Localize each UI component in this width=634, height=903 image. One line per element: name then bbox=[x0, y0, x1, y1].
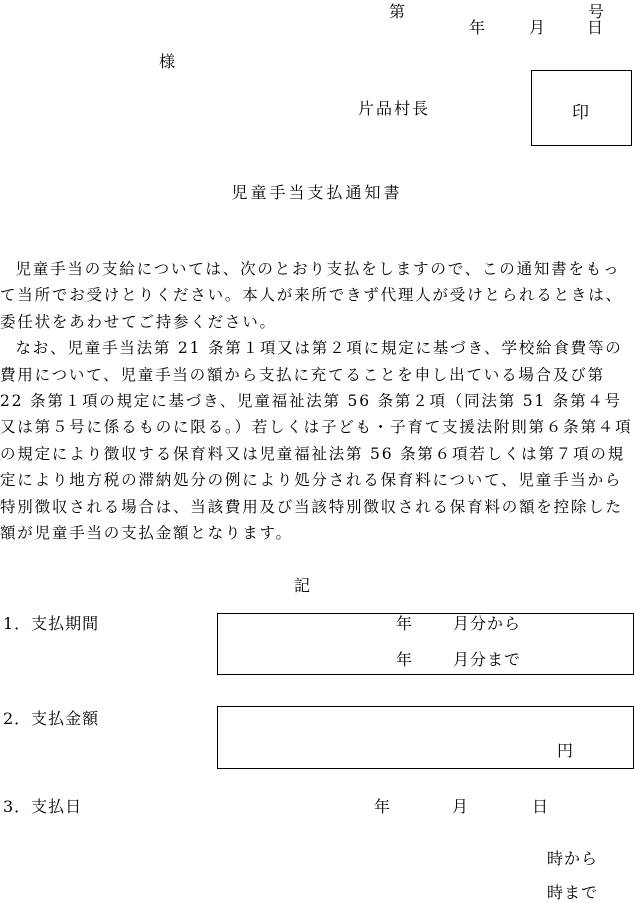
number-prefix: 第 bbox=[389, 2, 406, 21]
body-paragraph-1: 児童手当の支給については、次のとおり支払をしますので、この通知書をもって当所でお受けとりください。本人が来所できず代理人が受けとられるときは、委任状をあわせてご持参ください。 bbox=[0, 260, 623, 331]
seal-box bbox=[531, 70, 632, 146]
pay-date-month: 月 bbox=[452, 797, 469, 816]
ki-heading: 記 bbox=[294, 576, 311, 595]
date-year: 年 bbox=[469, 18, 486, 37]
period-from-text: 月分から bbox=[453, 614, 522, 633]
date-month: 月 bbox=[529, 18, 546, 37]
body-paragraph-2: なお、児童手当法第 21 条第１項又は第２項に規定に基づき、学校給食費等の費用について、児童手当の額から支払に充てることを申し出ている場合及び第 22 条第１項の規定に基づき、児童福祉法第 56 条第２項（同法第 51 条第４号又は第５号に係るものに限る。）若しくは子ども・子育て支援法附則第６条第４項の規定により徴収する保育料又は児童福祉法第 56 条第６項若しくは第７項の規定により地方税の滞納処分の例により処分される保育料について、児童手当から特別徴収される場合は、当該費用及び当該特別徴収される保育料の額を控除した額が児童手当の支払金額となります。 bbox=[0, 339, 633, 543]
period-box bbox=[217, 613, 634, 675]
document-title: 児童手当支払通知書 bbox=[231, 183, 403, 202]
amount-label: 2．支払金額 bbox=[3, 709, 100, 728]
date-label: 3．支払日 bbox=[3, 797, 83, 816]
time-to: 時まで bbox=[547, 883, 599, 902]
period-label: 1．支払期間 bbox=[3, 614, 100, 633]
pay-date-day: 日 bbox=[532, 797, 549, 816]
period-from-year: 年 bbox=[396, 614, 413, 633]
amount-unit: 円 bbox=[557, 741, 574, 760]
seal-label: 印 bbox=[572, 103, 591, 123]
body-text bbox=[0, 256, 634, 546]
date-day: 日 bbox=[587, 18, 604, 37]
issuer-name: 片品村長 bbox=[358, 99, 431, 118]
time-from: 時から bbox=[547, 849, 599, 868]
period-to-text: 月分まで bbox=[453, 650, 522, 669]
recipient-honorific: 様 bbox=[159, 52, 176, 71]
pay-date-year: 年 bbox=[374, 797, 391, 816]
period-to-year: 年 bbox=[396, 650, 413, 669]
number-suffix: 号 bbox=[588, 2, 605, 21]
